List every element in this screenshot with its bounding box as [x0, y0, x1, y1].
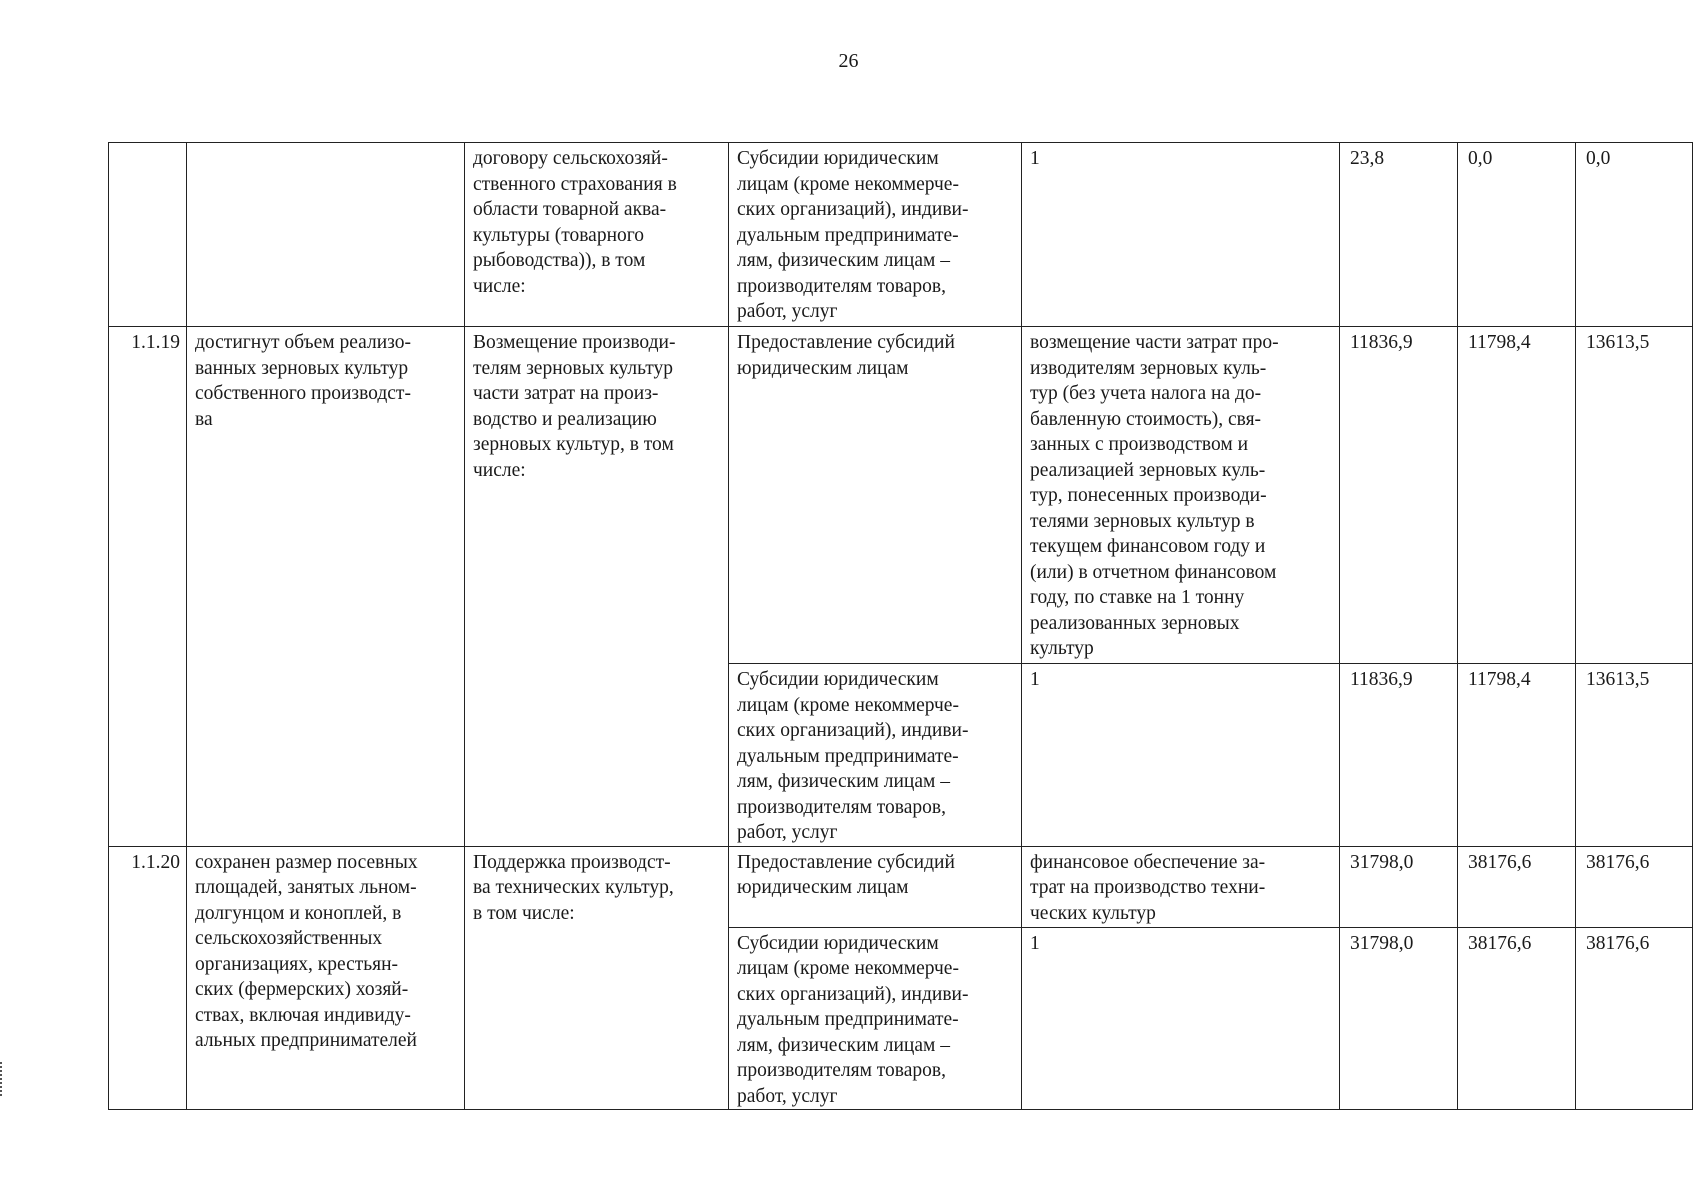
page-number: 26: [838, 50, 859, 72]
measure-cell: Поддержка производст- ва технических культур, в том числе:: [465, 846, 729, 1110]
value-cell-1: 11836,9: [1340, 327, 1458, 664]
measure-cell: договору сельскохозяй- ственного страхования в области товарной аква- культуры (товарного рыбоводства)), в том числе:: [465, 143, 729, 327]
value-cell-2: 38176,6: [1458, 846, 1576, 927]
description-cell: 1: [1022, 664, 1340, 847]
value-cell-2: 38176,6: [1458, 927, 1576, 1110]
description-cell: возмещение части затрат про- изводителям зерновых куль- тур (без учета налога на до- бавленную стоимость), свя- занных с производством и реализацией зерновых куль- тур, понесенных производи- телями зерновых культур в текущем финансовом году и (или) в отчетном финансовом году, по ставке на 1 тонну реализованных зерновых культур: [1022, 327, 1340, 664]
value-cell-3: 38176,6: [1576, 927, 1693, 1110]
type-cell: Предоставление субсидий юридическим лицам: [729, 327, 1022, 664]
description-cell: 1: [1022, 927, 1340, 1110]
value-cell-1: 23,8: [1340, 143, 1458, 327]
binding-margin-marks: [0, 1062, 6, 1096]
budget-table: [108, 142, 1693, 1110]
value-cell-3: 0,0: [1576, 143, 1693, 327]
type-cell: Предоставление субсидий юридическим лицам: [729, 846, 1022, 927]
description-cell: финансовое обеспечение за- трат на производство техни- ческих культур: [1022, 846, 1340, 927]
result-cell: сохранен размер посевных площадей, занятых льном- долгунцом и коноплей, в сельскохозяйственных организациях, крестьян- ских (фермерских) хозяй- ствах, включая индивиду- альных предпринимателей: [187, 846, 465, 1110]
row-index: 1.1.19: [109, 327, 187, 847]
value-cell-3: 13613,5: [1576, 327, 1693, 664]
table-row: [109, 327, 1693, 664]
description-cell: 1: [1022, 143, 1340, 327]
result-cell: [187, 143, 465, 327]
value-cell-2: 0,0: [1458, 143, 1576, 327]
type-cell: Субсидии юридическим лицам (кроме некоммерче- ских организаций), индиви- дуальным предпринимате- лям, физическим лицам – производителям товаров, работ, услуг: [729, 143, 1022, 327]
table-row: [109, 143, 1693, 327]
value-cell-1: 11836,9: [1340, 664, 1458, 847]
value-cell-2: 11798,4: [1458, 664, 1576, 847]
row-index: [109, 143, 187, 327]
value-cell-2: 11798,4: [1458, 327, 1576, 664]
value-cell-1: 31798,0: [1340, 846, 1458, 927]
type-cell: Субсидии юридическим лицам (кроме некоммерче- ских организаций), индиви- дуальным предпринимате- лям, физическим лицам – производителям товаров, работ, услуг: [729, 664, 1022, 847]
table-row: [109, 846, 1693, 927]
result-cell: достигнут объем реализо- ванных зерновых культур собственного производст- ва: [187, 327, 465, 847]
value-cell-3: 13613,5: [1576, 664, 1693, 847]
value-cell-3: 38176,6: [1576, 846, 1693, 927]
measure-cell: Возмещение производи- телям зерновых культур части затрат на произ- водство и реализацию зерновых культур, в том числе:: [465, 327, 729, 847]
type-cell: Субсидии юридическим лицам (кроме некоммерче- ских организаций), индиви- дуальным предпринимате- лям, физическим лицам – производителям товаров, работ, услуг: [729, 927, 1022, 1110]
value-cell-1: 31798,0: [1340, 927, 1458, 1110]
row-index: 1.1.20: [109, 846, 187, 1110]
